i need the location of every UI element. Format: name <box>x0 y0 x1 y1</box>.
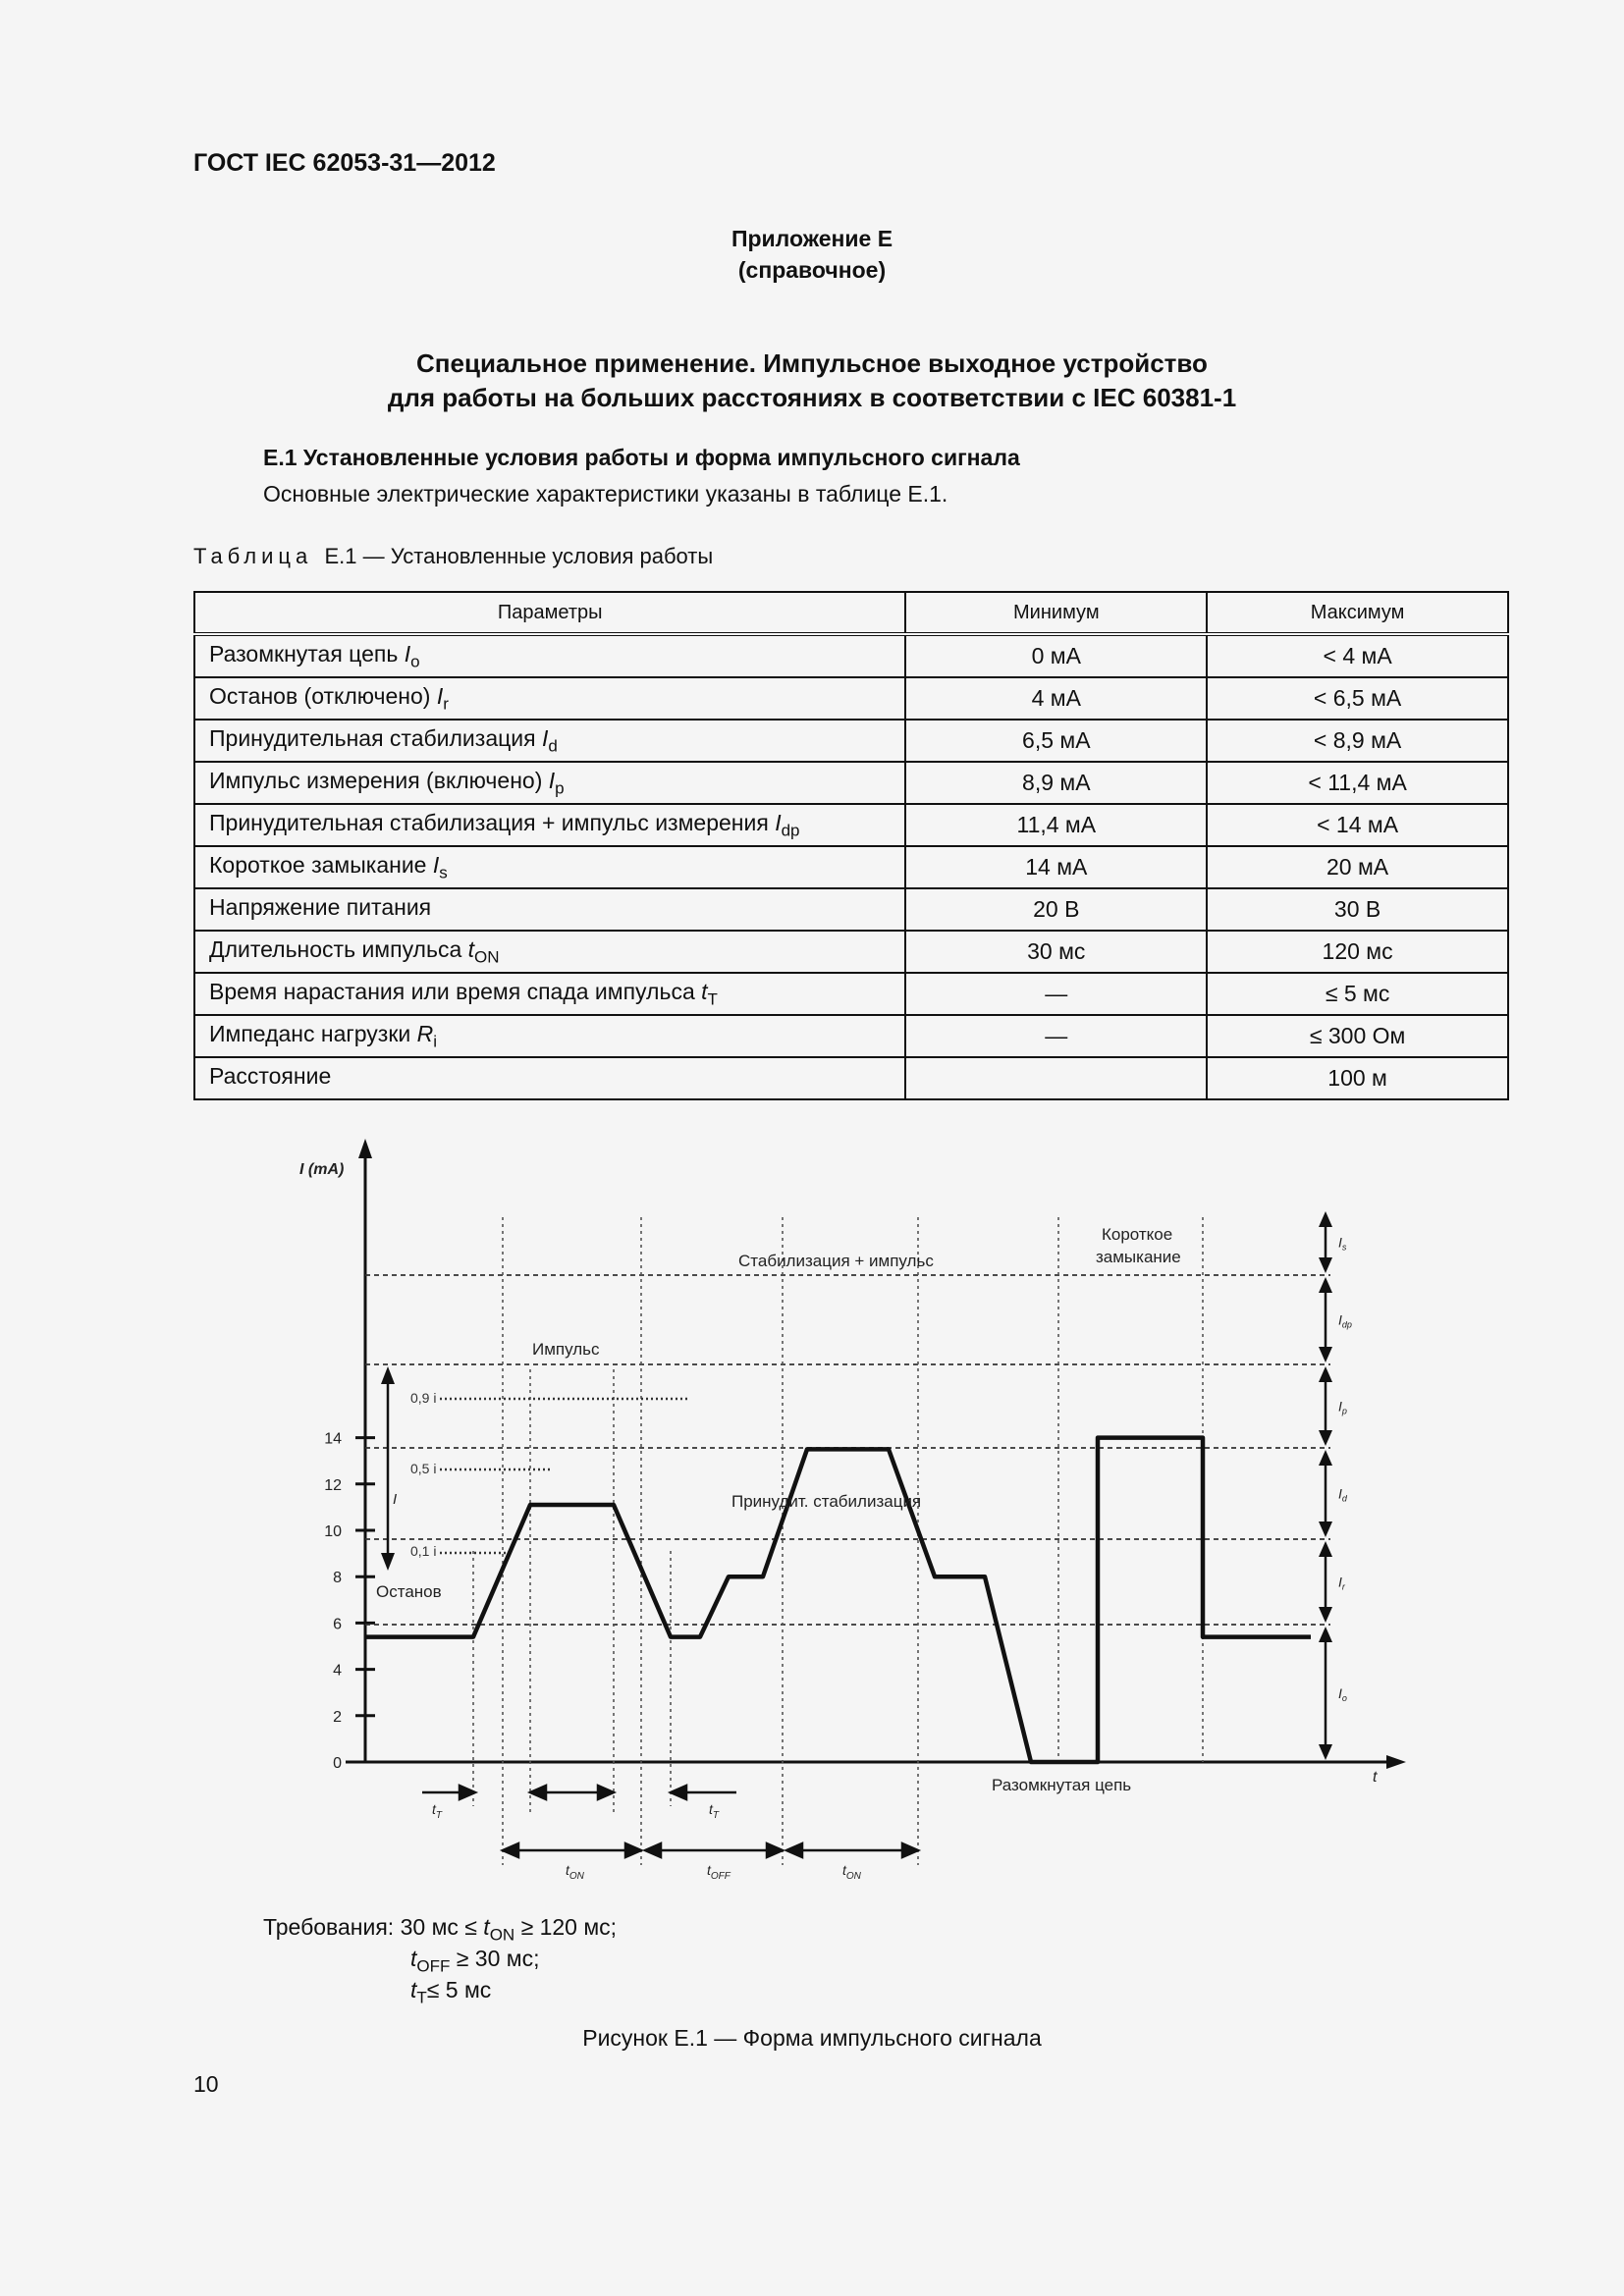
parameter-symbol: t <box>701 978 708 1004</box>
max-cell: 30 В <box>1207 888 1508 931</box>
parameter-symbol: I <box>436 682 444 709</box>
toff-symbol: t <box>707 1862 711 1878</box>
min-cell: — <box>905 973 1207 1015</box>
zone-arrow-tail <box>1319 1744 1332 1760</box>
parameter-cell <box>194 846 905 888</box>
x-axis-arrow <box>1386 1755 1406 1769</box>
min-cell: 30 мс <box>905 931 1207 973</box>
parameter-name: Короткое замыкание <box>209 851 433 878</box>
zone-symbol: I <box>1338 1574 1342 1590</box>
zone-symbol: I <box>1338 1234 1342 1251</box>
parameter-subscript: T <box>707 989 718 1009</box>
ton-subscript: ON <box>568 1871 584 1882</box>
parameter-cell <box>194 804 905 846</box>
table-caption-prefix: Таблица <box>193 544 313 568</box>
table-header-cell: Максимум <box>1207 592 1508 634</box>
table-row <box>194 634 1508 677</box>
ton-symbol: t <box>842 1862 846 1878</box>
parameter-symbol: I <box>432 851 440 878</box>
y-tick-label: 6 <box>333 1616 342 1633</box>
zone-arrow-head <box>1319 1541 1332 1557</box>
operating-conditions-table <box>193 591 1509 1100</box>
min-cell: 11,4 мА <box>905 804 1207 846</box>
level-zones <box>1319 1211 1352 1760</box>
waveform-line <box>365 1438 1311 1762</box>
appendix-label: Приложение Е <box>731 226 893 251</box>
parameter-cell <box>194 1015 905 1057</box>
tt-symbol: t <box>432 1801 436 1817</box>
parameter-subscript: o <box>410 652 420 671</box>
zone-arrow <box>1319 1627 1347 1760</box>
table-row <box>194 762 1508 804</box>
parameter-name: Расстояние <box>209 1062 332 1089</box>
zone-arrow-head <box>1319 1277 1332 1293</box>
max-cell: 120 мс <box>1207 931 1508 973</box>
max-cell: < 6,5 мА <box>1207 677 1508 720</box>
max-cell: ≤ 300 Ом <box>1207 1015 1508 1057</box>
zone-arrow-head <box>1319 1450 1332 1466</box>
parameter-name: Разомкнутая цепь <box>209 640 405 667</box>
req2-subscript: OFF <box>416 1956 451 1976</box>
ton-end-arrow-head <box>598 1786 614 1799</box>
parameter-name: Останов (отключено) <box>209 682 437 709</box>
parameter-symbol: I <box>404 640 411 667</box>
stab-pulse-label: Стабилизация + импульс <box>738 1252 934 1270</box>
zone-label <box>1338 1486 1348 1504</box>
table-header-cell: Параметры <box>194 592 905 634</box>
parameter-subscript: d <box>548 736 558 756</box>
req1-subscript: ON <box>489 1925 515 1945</box>
y-axis-ticks <box>324 1431 375 1772</box>
req3-subscript: T <box>416 1988 427 2007</box>
ton-label-1 <box>566 1862 585 1882</box>
tt-label-left <box>432 1801 443 1821</box>
y-axis-label: I (mA) <box>299 1161 345 1178</box>
parameter-name: Время нарастания или время спада импульса <box>209 978 702 1004</box>
table-row <box>194 973 1508 1015</box>
parameter-subscript: p <box>555 778 565 798</box>
y-tick-label: 2 <box>333 1708 342 1726</box>
zone-arrow <box>1319 1450 1348 1537</box>
parameter-symbol: I <box>775 809 782 835</box>
req3-suffix: ≤ 5 мс <box>426 1977 492 2002</box>
min-cell: 8,9 мА <box>905 762 1207 804</box>
parameter-subscript: i <box>433 1032 438 1051</box>
parameter-symbol: t <box>467 935 475 962</box>
requirements-label: Требования: <box>263 1914 395 1940</box>
x-axis-label: t <box>1373 1769 1378 1786</box>
zone-arrow-tail <box>1319 1430 1332 1446</box>
zone-symbol: I <box>1338 1398 1342 1415</box>
figure-caption: Рисунок Е.1 — Форма импульсного сигнала <box>582 2025 1042 2051</box>
tt-subscript: T <box>435 1810 442 1821</box>
page-number: 10 <box>193 2071 219 2097</box>
parameter-name: Напряжение питания <box>209 893 432 920</box>
toff-subscript: OFF <box>710 1871 731 1882</box>
parameter-cell <box>194 888 905 931</box>
toff-label <box>707 1862 731 1882</box>
req1-prefix: 30 мс ≤ <box>400 1914 484 1940</box>
zone-arrow-head <box>1319 1211 1332 1227</box>
parameter-symbol: I <box>548 767 556 793</box>
max-cell: < 4 мА <box>1207 634 1508 677</box>
parameter-cell <box>194 634 905 677</box>
parameter-name: Длительность импульса <box>209 935 468 962</box>
table-caption <box>193 544 713 569</box>
y-tick-label: 8 <box>333 1570 342 1587</box>
parameter-subscript: ON <box>474 947 500 967</box>
zone-symbol: I <box>1338 1485 1342 1502</box>
parameter-subscript: dp <box>781 821 800 840</box>
table-row <box>194 1057 1508 1099</box>
table-row <box>194 804 1508 846</box>
fraction-lines <box>440 1399 687 1553</box>
zone-arrow-tail <box>1319 1607 1332 1623</box>
parameter-symbol: R <box>416 1020 434 1046</box>
fraction-label-05: 0,5 i <box>410 1461 437 1476</box>
tt-symbol: t <box>709 1801 713 1817</box>
ton1-end-head <box>625 1843 641 1857</box>
document-header: ГОСТ IEC 62053-31—2012 <box>193 149 496 177</box>
appendix-title-line1: Специальное применение. Импульсное выходное устройство <box>416 348 1208 378</box>
toff-end-head <box>767 1843 783 1857</box>
zone-subscript: dp <box>1341 1319 1352 1330</box>
min-cell: 14 мА <box>905 846 1207 888</box>
y-axis-arrow <box>358 1139 372 1158</box>
min-cell: 6,5 мА <box>905 720 1207 762</box>
pulse-waveform-figure <box>0 1129 1624 1895</box>
fraction-label-09: 0,9 i <box>410 1390 437 1406</box>
table-row <box>194 846 1508 888</box>
parameter-subscript: s <box>439 863 448 882</box>
zone-arrow-tail <box>1319 1257 1332 1273</box>
parameter-symbol: I <box>541 724 549 751</box>
ton-symbol: t <box>566 1862 569 1878</box>
zone-label <box>1338 1235 1347 1253</box>
parameter-cell <box>194 720 905 762</box>
ton2-end-head <box>902 1843 918 1857</box>
y-tick-label: 0 <box>333 1755 342 1772</box>
req2-suffix: ≥ 30 мс; <box>450 1946 540 1971</box>
min-cell: — <box>905 1015 1207 1057</box>
ton-subscript: ON <box>845 1871 861 1882</box>
table-row <box>194 677 1508 720</box>
max-cell: < 8,9 мА <box>1207 720 1508 762</box>
zone-subscript: p <box>1341 1406 1347 1416</box>
zone-arrow-head <box>1319 1627 1332 1642</box>
zone-label <box>1338 1399 1347 1416</box>
period-markers <box>503 1843 918 1857</box>
zone-arrow-head <box>1319 1366 1332 1382</box>
time-guides <box>473 1217 1203 1865</box>
max-cell: < 11,4 мА <box>1207 762 1508 804</box>
open-circuit-label: Разомкнутая цепь <box>992 1776 1132 1794</box>
min-cell: 20 В <box>905 888 1207 931</box>
zone-arrow <box>1319 1211 1347 1273</box>
table-row <box>194 720 1508 762</box>
requirements-line-2 <box>410 1946 539 1977</box>
requirements-line-1 <box>263 1914 617 1946</box>
zone-arrow <box>1319 1277 1352 1362</box>
tt-arrow-left-head <box>460 1786 475 1799</box>
table-row <box>194 888 1508 931</box>
zone-subscript: s <box>1341 1242 1347 1253</box>
y-tick-label: 4 <box>333 1662 342 1680</box>
short-circuit-label-line2: замыкание <box>1096 1248 1181 1266</box>
forced-stab-label: Принудит. стабилизация <box>731 1492 922 1511</box>
zone-symbol: I <box>1338 1685 1342 1701</box>
min-cell: 4 мА <box>905 677 1207 720</box>
parameter-cell <box>194 931 905 973</box>
max-cell: 100 м <box>1207 1057 1508 1099</box>
table-row <box>194 1015 1508 1057</box>
max-cell: 20 мА <box>1207 846 1508 888</box>
parameter-cell <box>194 973 905 1015</box>
parameter-cell <box>194 1057 905 1099</box>
zone-arrow-tail <box>1319 1347 1332 1362</box>
zone-subscript: d <box>1341 1493 1347 1504</box>
zone-arrow-tail <box>1319 1522 1332 1537</box>
tt-label-right <box>709 1801 720 1821</box>
stop-label: Останов <box>376 1582 442 1601</box>
pulse-label: Импульс <box>532 1340 600 1359</box>
req1-symbol: t <box>483 1914 490 1940</box>
i-amplitude-arrow-head <box>381 1366 395 1384</box>
max-cell: ≤ 5 мс <box>1207 973 1508 1015</box>
req1-suffix: ≥ 120 мс; <box>514 1914 618 1940</box>
parameter-subscript: r <box>443 694 449 714</box>
parameter-cell <box>194 762 905 804</box>
parameter-name: Принудительная стабилизация <box>209 724 542 751</box>
i-amplitude-arrow-tail <box>381 1553 395 1571</box>
i-amplitude-label: I <box>393 1491 398 1508</box>
tt-subscript: T <box>712 1810 719 1821</box>
zone-subscript: r <box>1341 1581 1345 1592</box>
parameter-name: Импеданс нагрузки <box>209 1020 417 1046</box>
req3-symbol: t <box>410 1977 417 2002</box>
table-header-row <box>194 592 1508 634</box>
zone-subscript: o <box>1341 1693 1347 1703</box>
y-tick-label: 12 <box>324 1476 342 1494</box>
zone-label <box>1338 1312 1352 1330</box>
fraction-label-01: 0,1 i <box>410 1543 437 1559</box>
short-circuit-label-line1: Короткое <box>1102 1225 1173 1244</box>
zone-symbol: I <box>1338 1311 1342 1328</box>
max-cell: < 14 мА <box>1207 804 1508 846</box>
section-intro: Основные электрические характеристики указаны в таблице Е.1. <box>263 481 948 507</box>
zone-label <box>1338 1575 1346 1592</box>
parameter-name: Импульс измерения (включено) <box>209 767 549 793</box>
ton-label-2 <box>842 1862 862 1882</box>
parameter-cell <box>194 677 905 720</box>
rise-time-markers <box>422 1786 736 1799</box>
zone-arrow <box>1319 1541 1346 1623</box>
zone-arrow <box>1319 1366 1347 1446</box>
table-header-cell: Минимум <box>905 592 1207 634</box>
y-tick-label: 10 <box>324 1523 342 1540</box>
min-cell: 0 мА <box>905 634 1207 677</box>
appendix-kind: (справочное) <box>737 257 887 283</box>
requirements-line-3 <box>410 1977 491 2008</box>
min-cell <box>905 1057 1207 1099</box>
zone-label <box>1338 1685 1347 1703</box>
parameter-name: Принудительная стабилизация + импульс измерения <box>209 809 776 835</box>
table-caption-text: Е.1 — Установленные условия работы <box>324 544 714 568</box>
appendix-title-line2: для работы на больших расстояниях в соответствии с IEC 60381-1 <box>387 383 1237 412</box>
section-heading: Е.1 Установленные условия работы и форма импульсного сигнала <box>263 445 1020 470</box>
y-tick-label: 14 <box>324 1430 342 1448</box>
req2-symbol: t <box>410 1946 417 1971</box>
table-row <box>194 931 1508 973</box>
